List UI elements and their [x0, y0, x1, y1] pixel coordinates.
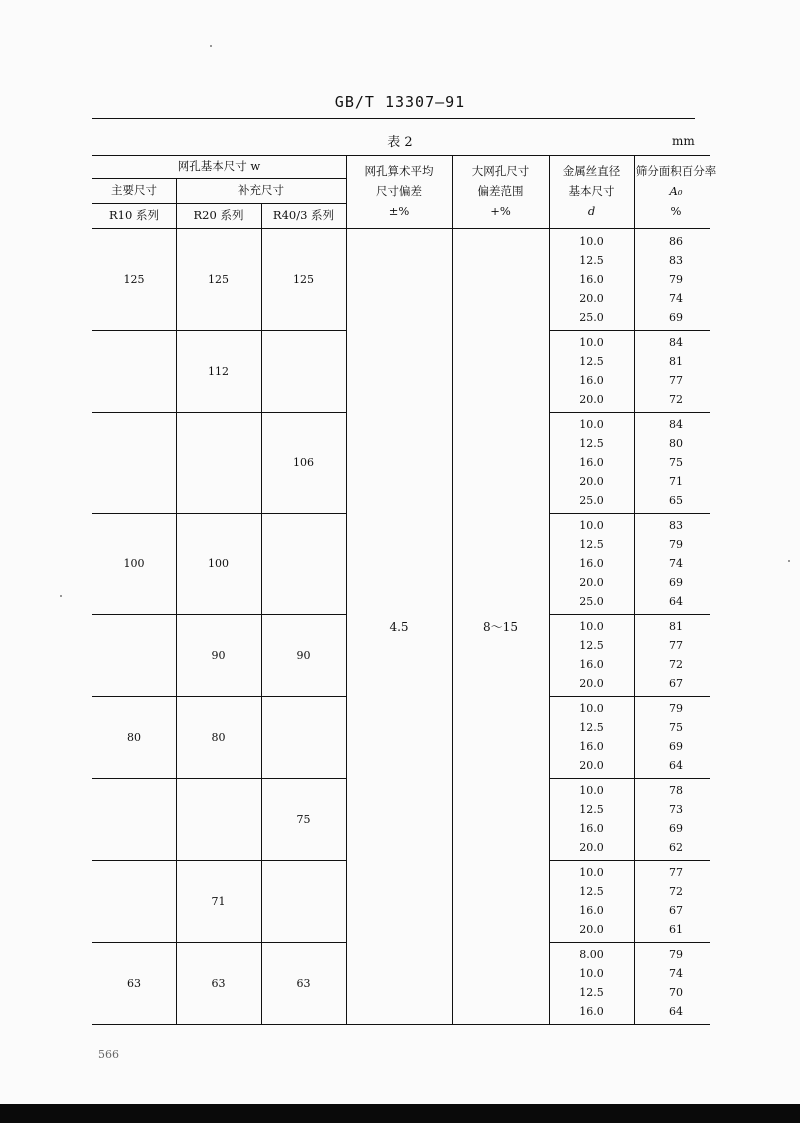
open-area-value: 74	[669, 967, 683, 980]
open-area-value: 73	[669, 803, 683, 816]
large-aperture-range-value: 8～15	[483, 620, 518, 634]
wire-diameter-value: 25.0	[579, 311, 604, 324]
r10-header: R10 系列	[109, 208, 159, 223]
open-area-value: 65	[669, 494, 683, 507]
open-area-value: 69	[669, 740, 683, 753]
wire-diameter-header-line3: d	[587, 204, 596, 219]
group-separator	[549, 513, 710, 514]
wire-diameter-value: 8.00	[579, 948, 604, 961]
open-area-value: 79	[669, 273, 683, 286]
main-size-header: 主要尺寸	[111, 183, 157, 198]
scan-speck	[60, 595, 62, 597]
header-rule-2	[92, 203, 346, 204]
wire-diameter-value: 20.0	[579, 292, 604, 305]
r40-aperture-value: 106	[293, 456, 314, 469]
group-separator	[549, 860, 710, 861]
r10-aperture-value	[92, 614, 176, 696]
wire-diameter-value: 12.5	[579, 538, 604, 551]
open-area-value: 77	[669, 866, 683, 879]
r20-aperture-value: 63	[211, 976, 226, 990]
open-area-value: 79	[669, 538, 683, 551]
r20-aperture-value	[176, 412, 261, 513]
large-aperture-header-line3: +%	[490, 204, 511, 219]
r10-aperture-value: 63	[127, 976, 141, 990]
wire-diameter-value: 20.0	[579, 841, 604, 854]
wire-diameter-value: 16.0	[579, 658, 604, 671]
r40-aperture-value	[261, 330, 346, 412]
wire-diameter-value: 20.0	[579, 393, 604, 406]
open-area-value: 67	[669, 904, 683, 917]
wire-diameter-value: 20.0	[579, 759, 604, 772]
wire-diameter-value: 16.0	[579, 557, 604, 570]
open-area-value: 71	[669, 475, 683, 488]
open-area-value: 72	[669, 658, 683, 671]
mean-deviation-value: 4.5	[389, 619, 409, 634]
open-area-header-line1: 筛分面积百分率	[635, 164, 717, 179]
supplementary-size-header: 补充尺寸	[238, 183, 284, 198]
header-rule	[92, 118, 695, 119]
wire-diameter-value: 10.0	[579, 235, 604, 248]
wire-diameter-value: 25.0	[579, 595, 604, 608]
mean-deviation-header-line2: 尺寸偏差	[376, 184, 422, 199]
wire-diameter-value: 12.5	[579, 885, 604, 898]
column-rule-aperture	[346, 155, 347, 1024]
mean-deviation-header-line1: 网孔算术平均	[364, 164, 434, 179]
open-area-value: 83	[669, 254, 683, 267]
wire-diameter-value: 16.0	[579, 273, 604, 286]
open-area-value: 75	[669, 456, 683, 469]
wire-diameter-value: 16.0	[579, 1005, 604, 1018]
r10-aperture-value	[92, 412, 176, 513]
scan-speck	[210, 45, 212, 47]
r10-aperture-value: 125	[123, 273, 145, 286]
open-area-value: 78	[669, 784, 683, 797]
open-area-value: 77	[669, 374, 683, 387]
open-area-value: 84	[669, 418, 683, 431]
wire-diameter-value: 12.5	[579, 639, 604, 652]
open-area-value: 69	[669, 311, 683, 324]
open-area-value: 79	[669, 948, 683, 961]
r40-aperture-value	[261, 513, 346, 614]
large-aperture-header-line1: 大网孔尺寸	[471, 164, 530, 179]
r20-header: R20 系列	[193, 208, 244, 223]
group-separator	[549, 696, 710, 697]
open-area-value: 84	[669, 336, 683, 349]
wire-diameter-value: 10.0	[579, 866, 604, 879]
open-area-value: 72	[669, 885, 683, 898]
wire-diameter-value: 12.5	[579, 437, 604, 450]
wire-diameter-value: 10.0	[579, 336, 604, 349]
wire-diameter-value: 20.0	[579, 677, 604, 690]
r20-aperture-value	[176, 778, 261, 860]
group-separator	[549, 942, 710, 943]
header-rule-1	[92, 178, 346, 179]
wire-diameter-value: 12.5	[579, 254, 604, 267]
large-aperture-header-line2: 偏差范围	[477, 184, 524, 199]
mean-deviation-header-line3: ±%	[388, 204, 410, 219]
r20-aperture-value: 71	[211, 894, 226, 908]
r40-aperture-value	[261, 860, 346, 942]
r10-aperture-value	[92, 330, 176, 412]
page-number: 566	[98, 1048, 119, 1061]
unit-label: mm	[672, 134, 695, 148]
r40-aperture-value	[261, 696, 346, 778]
wire-diameter-value: 16.0	[579, 822, 604, 835]
r10-aperture-value	[92, 778, 176, 860]
wire-diameter-value: 20.0	[579, 475, 604, 488]
wire-diameter-header-line1: 金属丝直径	[562, 164, 621, 179]
open-area-value: 81	[669, 355, 683, 368]
group-separator	[549, 778, 710, 779]
open-area-header-line3: %	[670, 204, 682, 219]
r40-aperture-value: 90	[296, 648, 311, 662]
wire-diameter-value: 25.0	[579, 494, 604, 507]
open-area-value: 61	[669, 923, 683, 936]
wire-diameter-value: 12.5	[579, 803, 604, 816]
open-area-value: 74	[669, 292, 683, 305]
r40-header: R40/3 系列	[272, 208, 335, 223]
open-area-value: 74	[669, 557, 683, 570]
r10-aperture-value	[92, 860, 176, 942]
open-area-value: 69	[669, 822, 683, 835]
wire-diameter-value: 20.0	[579, 923, 604, 936]
r40-aperture-value: 125	[293, 273, 314, 286]
wire-diameter-value: 10.0	[579, 784, 604, 797]
wire-diameter-value: 16.0	[579, 904, 604, 917]
open-area-header-line2: A₀	[669, 184, 683, 199]
open-area-value: 72	[669, 393, 683, 406]
r10-aperture-value: 100	[123, 557, 145, 570]
open-area-value: 64	[669, 595, 683, 608]
r20-aperture-value: 100	[208, 557, 229, 570]
open-area-value: 64	[669, 759, 683, 772]
scan-edge-bar	[0, 1104, 800, 1123]
open-area-value: 64	[669, 1005, 683, 1018]
r40-aperture-value: 63	[296, 976, 311, 990]
open-area-value: 67	[669, 677, 683, 690]
group-separator	[549, 330, 710, 331]
open-area-value: 75	[669, 721, 683, 734]
r20-aperture-value: 112	[208, 364, 229, 378]
wire-diameter-value: 10.0	[579, 418, 604, 431]
group-separator	[549, 412, 710, 413]
open-area-value: 86	[669, 235, 683, 248]
column-rule-deviation	[452, 155, 453, 1024]
wire-diameter-value: 16.0	[579, 374, 604, 387]
open-area-value: 83	[669, 519, 683, 532]
wire-diameter-value: 10.0	[579, 620, 604, 633]
open-area-value: 79	[669, 702, 683, 715]
table-title: 表 2	[387, 135, 413, 150]
wire-diameter-value: 12.5	[579, 986, 604, 999]
wire-diameter-value: 20.0	[579, 576, 604, 589]
r20-aperture-value: 90	[211, 648, 226, 662]
open-area-value: 70	[669, 986, 683, 999]
open-area-value: 69	[669, 576, 683, 589]
r10-aperture-value: 80	[127, 730, 141, 744]
wire-diameter-value: 12.5	[579, 355, 604, 368]
open-area-value: 81	[669, 620, 683, 633]
aperture-group-header: 网孔基本尺寸 w	[177, 159, 261, 174]
open-area-value: 77	[669, 639, 683, 652]
r20-aperture-value: 80	[211, 730, 226, 744]
group-separator	[549, 614, 710, 615]
scan-speck	[788, 560, 790, 562]
r20-aperture-value: 125	[208, 273, 229, 286]
wire-diameter-value: 10.0	[579, 702, 604, 715]
r40-aperture-value: 75	[296, 812, 311, 826]
wire-diameter-value: 16.0	[579, 456, 604, 469]
wire-diameter-header-line2: 基本尺寸	[568, 184, 615, 199]
wire-diameter-value: 10.0	[579, 967, 604, 980]
table-bottom-rule	[92, 1024, 710, 1025]
open-area-value: 62	[669, 841, 683, 854]
wire-diameter-value: 16.0	[579, 740, 604, 753]
open-area-value: 80	[669, 437, 683, 450]
standard-code: GB/T 13307—91	[334, 93, 466, 111]
wire-diameter-value: 10.0	[579, 519, 604, 532]
wire-diameter-value: 12.5	[579, 721, 604, 734]
